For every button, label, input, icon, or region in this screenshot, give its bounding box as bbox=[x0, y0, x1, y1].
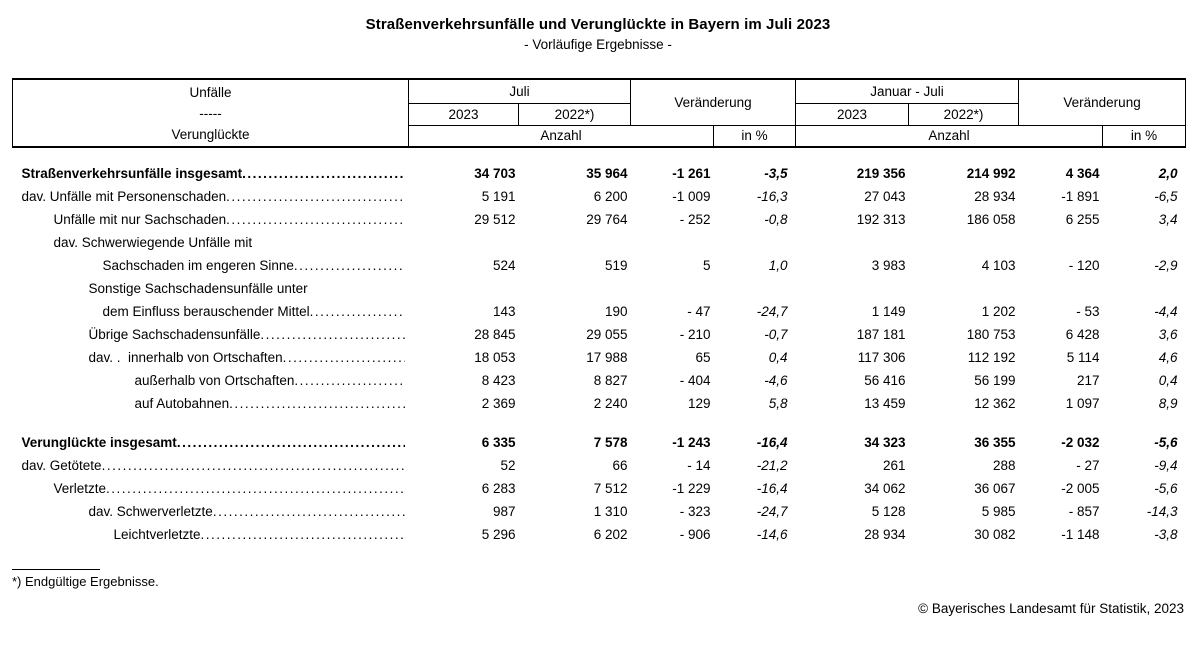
value-cell: -1 009 bbox=[672, 189, 711, 204]
value-cell: 52 bbox=[500, 458, 516, 473]
dot-leader bbox=[294, 254, 405, 277]
col-header-unfaelle: Unfälle bbox=[189, 84, 232, 100]
dot-leader bbox=[229, 392, 404, 415]
row-label bbox=[13, 431, 409, 454]
col-header-unfaelle-verunglueckte bbox=[13, 79, 409, 147]
value-cell: 4,6 bbox=[1158, 350, 1178, 365]
row-label-text: Straßenverkehrsunfälle insgesamt bbox=[21, 166, 243, 181]
row-label bbox=[13, 369, 409, 392]
value-cell: 192 313 bbox=[856, 212, 906, 227]
table-row bbox=[13, 300, 1186, 323]
value-cell: 217 bbox=[1077, 373, 1100, 388]
row-label bbox=[13, 147, 409, 185]
value-cell: 214 992 bbox=[966, 166, 1016, 181]
col-header-januar-juli-2023: 2023 bbox=[796, 103, 909, 125]
dot-leader bbox=[226, 185, 404, 208]
value-cell bbox=[909, 231, 1019, 254]
value-cell: -14,3 bbox=[1146, 504, 1178, 519]
value-cell: -3,8 bbox=[1154, 527, 1178, 542]
value-cell: 27 043 bbox=[864, 189, 906, 204]
col-header-prozent-januar-juli: in % bbox=[1103, 125, 1186, 147]
value-cell: 28 845 bbox=[474, 327, 516, 342]
table-row bbox=[13, 392, 1186, 415]
dot-leader bbox=[201, 523, 405, 546]
dot-leader bbox=[294, 369, 404, 392]
value-cell: 8 423 bbox=[481, 373, 516, 388]
dot-leader bbox=[310, 300, 405, 323]
col-header-anzahl-juli: Anzahl bbox=[409, 125, 714, 147]
value-cell: - 14 bbox=[687, 458, 711, 473]
value-cell: 6 200 bbox=[593, 189, 628, 204]
row-label-text: auf Autobahnen bbox=[134, 396, 230, 411]
value-cell: 261 bbox=[883, 458, 906, 473]
value-cell: - 210 bbox=[679, 327, 711, 342]
value-cell: -16,3 bbox=[756, 189, 788, 204]
value-cell: 18 053 bbox=[474, 350, 516, 365]
row-label bbox=[13, 231, 409, 254]
dot-leader bbox=[242, 162, 404, 185]
row-label bbox=[13, 454, 409, 477]
dot-leader bbox=[102, 454, 405, 477]
col-header-prozent-juli: in % bbox=[714, 125, 796, 147]
table-row bbox=[13, 147, 1186, 185]
value-cell: -16,4 bbox=[756, 481, 788, 496]
value-cell: 5 bbox=[703, 258, 711, 273]
table-row bbox=[13, 477, 1186, 500]
value-cell bbox=[796, 231, 909, 254]
table-row bbox=[13, 346, 1186, 369]
page-subtitle: - Vorläufige Ergebnisse - bbox=[524, 37, 672, 52]
col-header-anzahl-januar-juli: Anzahl bbox=[796, 125, 1103, 147]
row-label bbox=[13, 254, 409, 277]
table-row bbox=[13, 431, 1186, 454]
value-cell bbox=[909, 277, 1019, 300]
row-label-text: Sonstige Sachschadensunfälle unter bbox=[88, 281, 308, 296]
value-cell: 65 bbox=[695, 350, 711, 365]
col-header-juli-2022: 2022*) bbox=[519, 103, 631, 125]
value-cell: 2,0 bbox=[1158, 166, 1178, 181]
value-cell: 4 364 bbox=[1065, 166, 1100, 181]
col-group-veraenderung-januar-juli: Veränderung bbox=[1019, 79, 1186, 125]
value-cell bbox=[519, 231, 631, 254]
value-cell: 66 bbox=[612, 458, 628, 473]
footnote-text: *) Endgültige Ergebnisse. bbox=[12, 574, 159, 589]
value-cell: -3,5 bbox=[764, 166, 788, 181]
value-cell: -2 032 bbox=[1061, 435, 1100, 450]
table-header bbox=[13, 79, 1186, 147]
value-cell: 35 964 bbox=[586, 166, 628, 181]
value-cell: -0,7 bbox=[764, 327, 788, 342]
value-cell: 28 934 bbox=[974, 189, 1016, 204]
table-row bbox=[13, 277, 1186, 300]
value-cell: -2 005 bbox=[1061, 481, 1100, 496]
col-group-januar-juli: Januar - Juli bbox=[796, 79, 1019, 103]
value-cell: 5 114 bbox=[1066, 350, 1100, 365]
value-cell: 28 934 bbox=[864, 527, 906, 542]
block-spacer bbox=[13, 415, 1186, 431]
row-label-text: dav. Getötete bbox=[21, 458, 102, 473]
value-cell: 7 512 bbox=[593, 481, 628, 496]
value-cell: 7 578 bbox=[593, 435, 628, 450]
value-cell: 180 753 bbox=[966, 327, 1016, 342]
value-cell: 56 416 bbox=[864, 373, 906, 388]
value-cell bbox=[1103, 277, 1186, 300]
value-cell: 29 764 bbox=[586, 212, 628, 227]
value-cell bbox=[796, 277, 909, 300]
value-cell: -1 891 bbox=[1061, 189, 1100, 204]
col-header-verunglueckte: Verunglückte bbox=[171, 126, 250, 142]
row-label bbox=[13, 523, 409, 546]
value-cell: 30 082 bbox=[974, 527, 1016, 542]
dot-leader bbox=[283, 346, 405, 369]
value-cell: 6 335 bbox=[481, 435, 516, 450]
value-cell: -6,5 bbox=[1154, 189, 1178, 204]
value-cell: -4,4 bbox=[1154, 304, 1178, 319]
value-cell bbox=[714, 277, 796, 300]
value-cell: - 906 bbox=[679, 527, 711, 542]
value-cell: 5 191 bbox=[481, 189, 516, 204]
col-group-juli: Juli bbox=[409, 79, 631, 103]
value-cell: 0,4 bbox=[768, 350, 788, 365]
value-cell: 34 323 bbox=[864, 435, 906, 450]
dot-leader bbox=[260, 323, 404, 346]
value-cell: 187 181 bbox=[856, 327, 906, 342]
row-label bbox=[13, 323, 409, 346]
col-header-januar-juli-2022: 2022*) bbox=[909, 103, 1019, 125]
value-cell: 4 103 bbox=[981, 258, 1016, 273]
table-row bbox=[13, 254, 1186, 277]
table-row bbox=[13, 208, 1186, 231]
value-cell: -14,6 bbox=[756, 527, 788, 542]
table-body bbox=[13, 147, 1186, 546]
value-cell: -24,7 bbox=[756, 504, 788, 519]
value-cell: 1,0 bbox=[768, 258, 788, 273]
footnote-rule bbox=[12, 569, 100, 570]
value-cell: 524 bbox=[492, 258, 516, 273]
row-label bbox=[13, 392, 409, 415]
value-cell: -5,6 bbox=[1154, 481, 1178, 496]
value-cell: 1 149 bbox=[871, 304, 906, 319]
value-cell: 5 296 bbox=[481, 527, 516, 542]
value-cell: 190 bbox=[604, 304, 628, 319]
value-cell: 13 459 bbox=[864, 396, 906, 411]
value-cell: 36 355 bbox=[974, 435, 1016, 450]
value-cell: 36 067 bbox=[974, 481, 1016, 496]
value-cell: 3 983 bbox=[871, 258, 906, 273]
copyright-text: © Bayerisches Landesamt für Statistik, 2023 bbox=[918, 601, 1184, 616]
value-cell: -1 243 bbox=[672, 435, 711, 450]
row-label-text: außerhalb von Ortschaften bbox=[134, 373, 295, 388]
value-cell: 8 827 bbox=[593, 373, 628, 388]
row-label bbox=[13, 185, 409, 208]
table-row bbox=[13, 185, 1186, 208]
value-cell bbox=[409, 231, 519, 254]
dot-leader bbox=[106, 477, 404, 500]
value-cell: - 857 bbox=[1068, 504, 1100, 519]
value-cell: 34 062 bbox=[864, 481, 906, 496]
value-cell: - 252 bbox=[679, 212, 711, 227]
value-cell bbox=[409, 277, 519, 300]
row-label bbox=[13, 208, 409, 231]
value-cell: 186 058 bbox=[966, 212, 1016, 227]
row-label-text: Leichtverletzte bbox=[113, 527, 201, 542]
statistics-table bbox=[12, 78, 1186, 546]
value-cell: - 323 bbox=[679, 504, 711, 519]
value-cell: 6 202 bbox=[593, 527, 628, 542]
value-cell: 6 428 bbox=[1065, 327, 1100, 342]
row-label bbox=[13, 300, 409, 323]
value-cell: -1 261 bbox=[672, 166, 711, 181]
value-cell: 143 bbox=[492, 304, 516, 319]
row-label-text: dav. . innerhalb von Ortschaften bbox=[88, 350, 283, 365]
value-cell: 5 985 bbox=[981, 504, 1016, 519]
row-label-text: dav. Schwerverletzte bbox=[88, 504, 213, 519]
row-label bbox=[13, 477, 409, 500]
value-cell: 129 bbox=[687, 396, 711, 411]
value-cell: 5,8 bbox=[768, 396, 788, 411]
value-cell bbox=[1019, 231, 1103, 254]
value-cell: 3,6 bbox=[1158, 327, 1178, 342]
col-header-separator: ----- bbox=[199, 105, 222, 121]
value-cell: - 47 bbox=[687, 304, 711, 319]
table-row bbox=[13, 231, 1186, 254]
value-cell: -5,6 bbox=[1154, 435, 1178, 450]
value-cell bbox=[631, 231, 714, 254]
row-label bbox=[13, 500, 409, 523]
page-title: Straßenverkehrsunfälle und Verunglückte in Bayern im Juli 2023 bbox=[365, 16, 831, 33]
value-cell: - 404 bbox=[679, 373, 711, 388]
value-cell: -2,9 bbox=[1154, 258, 1178, 273]
value-cell bbox=[1019, 277, 1103, 300]
dot-leader bbox=[177, 431, 405, 454]
value-cell: - 53 bbox=[1076, 304, 1100, 319]
row-label bbox=[13, 346, 409, 369]
value-cell: 6 283 bbox=[481, 481, 516, 496]
value-cell: 112 192 bbox=[967, 350, 1016, 365]
value-cell: 6 255 bbox=[1065, 212, 1100, 227]
dot-leader bbox=[213, 500, 405, 523]
value-cell: 3,4 bbox=[1158, 212, 1178, 227]
value-cell bbox=[714, 231, 796, 254]
value-cell: 34 703 bbox=[474, 166, 516, 181]
value-cell: -4,6 bbox=[764, 373, 788, 388]
table-row bbox=[13, 369, 1186, 392]
table-row bbox=[13, 523, 1186, 546]
value-cell: -21,2 bbox=[756, 458, 788, 473]
value-cell: - 120 bbox=[1068, 258, 1100, 273]
row-label-text: dav. Schwerwiegende Unfälle mit bbox=[53, 235, 253, 250]
value-cell: 1 202 bbox=[981, 304, 1016, 319]
value-cell: 8,9 bbox=[1158, 396, 1178, 411]
value-cell: -9,4 bbox=[1154, 458, 1178, 473]
value-cell: 12 362 bbox=[974, 396, 1016, 411]
value-cell: -16,4 bbox=[756, 435, 788, 450]
row-label-text: Übrige Sachschadensunfälle bbox=[88, 327, 261, 342]
value-cell: 56 199 bbox=[974, 373, 1016, 388]
dot-leader bbox=[226, 208, 404, 231]
value-cell: 219 356 bbox=[856, 166, 906, 181]
row-label-text: dem Einfluss berauschender Mittel bbox=[102, 304, 310, 319]
value-cell: 2 240 bbox=[593, 396, 628, 411]
value-cell bbox=[631, 277, 714, 300]
value-cell: 29 512 bbox=[474, 212, 516, 227]
col-group-veraenderung-juli: Veränderung bbox=[631, 79, 796, 125]
value-cell: 519 bbox=[604, 258, 628, 273]
table-row bbox=[13, 323, 1186, 346]
row-label bbox=[13, 277, 409, 300]
col-header-juli-2023: 2023 bbox=[409, 103, 519, 125]
value-cell: 29 055 bbox=[586, 327, 628, 342]
value-cell: 5 128 bbox=[871, 504, 906, 519]
value-cell bbox=[1103, 231, 1186, 254]
row-label-text: Verletzte bbox=[53, 481, 107, 496]
row-label-text: Unfälle mit nur Sachschaden bbox=[53, 212, 227, 227]
value-cell: -24,7 bbox=[756, 304, 788, 319]
block-spacer-row bbox=[13, 415, 1186, 431]
value-cell: 987 bbox=[492, 504, 516, 519]
value-cell: -1 229 bbox=[672, 481, 711, 496]
value-cell: - 27 bbox=[1076, 458, 1100, 473]
value-cell: 288 bbox=[993, 458, 1016, 473]
value-cell: 1 097 bbox=[1065, 396, 1100, 411]
table-row bbox=[13, 500, 1186, 523]
value-cell: 17 988 bbox=[586, 350, 628, 365]
value-cell: 117 306 bbox=[857, 350, 906, 365]
table-row bbox=[13, 454, 1186, 477]
value-cell: -0,8 bbox=[764, 212, 788, 227]
value-cell: 1 310 bbox=[593, 504, 628, 519]
value-cell bbox=[519, 277, 631, 300]
value-cell: 2 369 bbox=[481, 396, 516, 411]
row-label-text: dav. Unfälle mit Personenschaden bbox=[21, 189, 227, 204]
row-label-text: Sachschaden im engeren Sinne bbox=[102, 258, 294, 273]
value-cell: 0,4 bbox=[1158, 373, 1178, 388]
value-cell: -1 148 bbox=[1061, 527, 1100, 542]
row-label-text: Verunglückte insgesamt bbox=[21, 435, 177, 450]
